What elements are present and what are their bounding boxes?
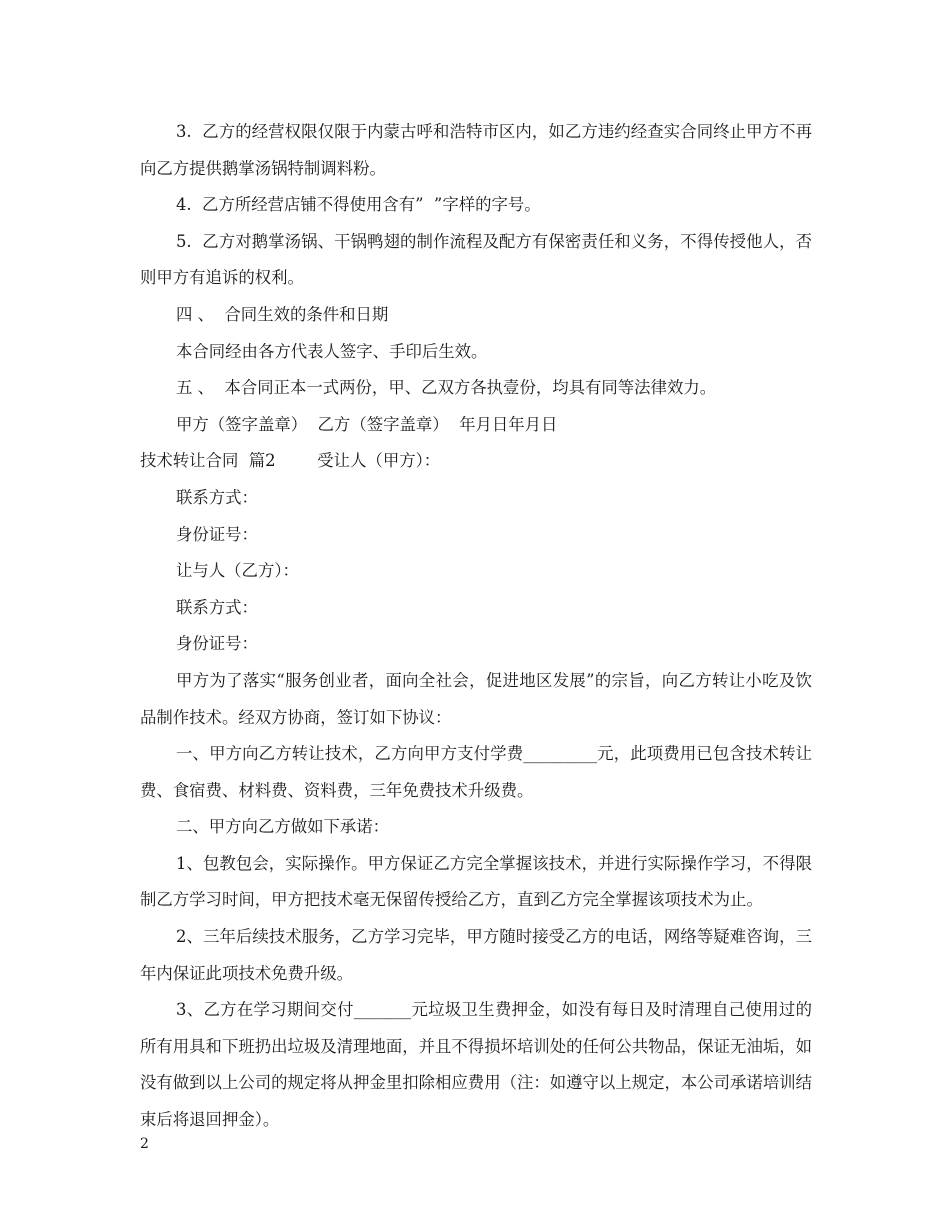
paragraph: 联系方式： [176,487,258,507]
paragraph: 一、甲方向乙方转让技术，乙方向甲方支付学费_________元，此项费用已包含技术转让费、食宿费、材料费、资料费，三年免费技术升级费。 [140,744,812,800]
paragraph: 4. 乙方所经营店铺不得使用含有” ”字样的字号。 [176,195,541,215]
paragraph: 甲方为了落实“服务创业者，面向全社会，促进地区发展”的宗旨，向乙方转让小吃及饮品制作技术。经双方协商，签订如下协议： [140,670,812,727]
paragraph: 甲方（签字盖章） 乙方（签字盖章） 年月日年月日 [176,414,558,434]
paragraph: 二、甲方向乙方做如下承诺： [176,817,390,837]
paragraph: 5. 乙方对鹅掌汤锅、干锅鸭翅的制作流程及配方有保密责任和义务，不得传授他人，否则甲方有追诉的权利。 [140,231,812,288]
page-number: 2 [140,1136,149,1152]
paragraph: 身份证号： [176,524,258,544]
paragraph: 五 、 本合同正本一式两份，甲、乙双方各执壹份，均具有同等法律效力。 [176,378,717,398]
paragraph: 本合同经由各方代表人签字、手印后生效。 [176,341,488,361]
paragraph: 1、包教包会，实际操作。甲方保证乙方完全掌握该技术，并进行实际操作学习，不得限制乙方学习时间，甲方把技术毫无保留传授给乙方，直到乙方完全掌握该项技术为止。 [140,853,812,910]
paragraph: 2、三年后续技术服务，乙方学习完毕，甲方随时接受乙方的电话，网络等疑难咨询，三年内保证此项技术免费升级。 [140,927,812,983]
paragraph: 3、乙方在学习期间交付_______元垃圾卫生费押金，如没有每日及时清理自己使用过的所有用具和下班扔出垃圾及清理地面，并且不得损坏培训处的任何公共物品，保证无油垢，如没有做到以上公司的规定将从押金里扣除相应费用（注：如遵守以上规定，本公司承诺培训结束后将退回押金）。 [140,1000,813,1130]
paragraph: 身份证号： [176,634,258,654]
paragraph: 四 、 合同生效的条件和日期 [176,304,389,324]
paragraph: 3. 乙方的经营权限仅限于内蒙古呼和浩特市区内，如乙方违约经查实合同终止甲方不再向乙方提供鹅掌汤锅特制调料粉。 [140,122,812,178]
paragraph: 联系方式： [176,597,258,617]
document-body [140,114,812,1139]
paragraph: 让与人（乙方）： [176,561,299,581]
paragraph: 技术转让合同 篇2 受让人（甲方）： [140,451,441,471]
